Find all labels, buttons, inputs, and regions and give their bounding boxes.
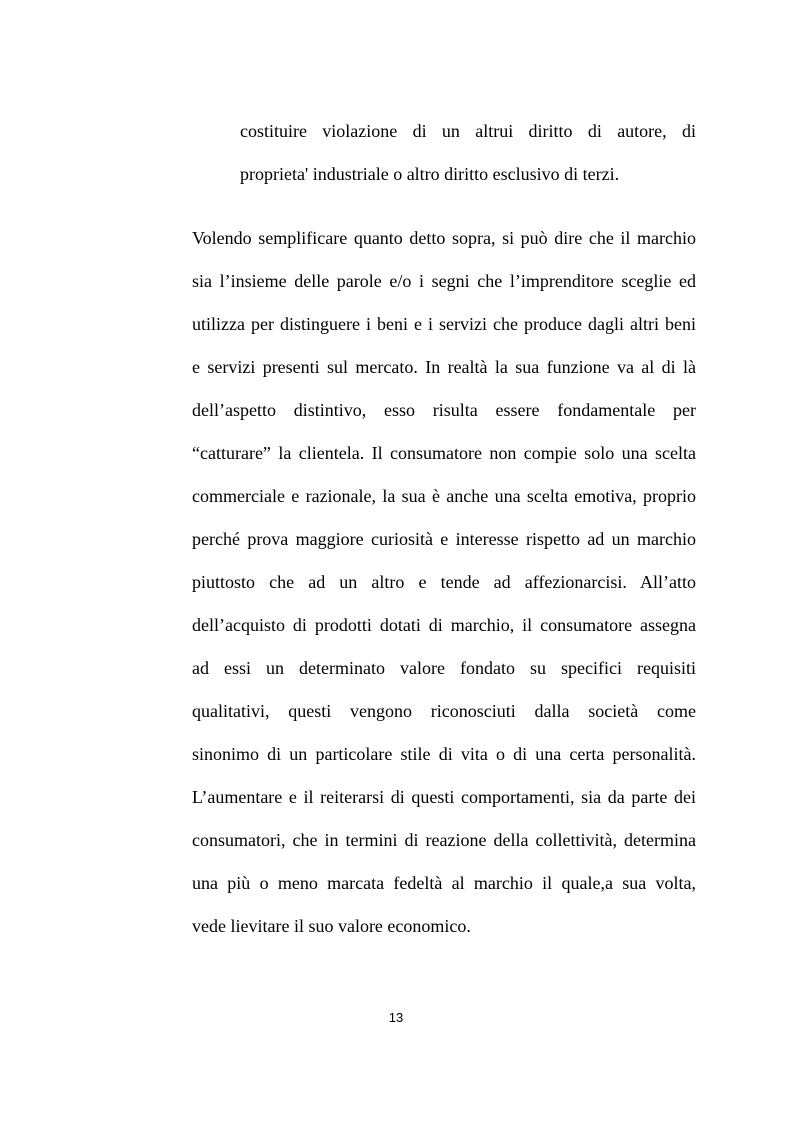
paragraph-line: ad essi un determinato valore fondato su specifici requisiti: [192, 658, 696, 678]
paragraph-line: consumatori, che in termini di reazione della collettività, determina: [192, 830, 696, 850]
paragraph-line: commerciale e razionale, la sua è anche una scelta emotiva, proprio: [192, 486, 696, 506]
quote-line: proprieta' industriale o altro diritto esclusivo di terzi.: [240, 164, 620, 184]
paragraph-line: utilizza per distinguere i beni e i servizi che produce dagli altri beni: [192, 314, 696, 334]
paragraph-line: una più o meno marcata fedeltà al marchio il quale,a sua volta,: [192, 873, 696, 893]
paragraph-line: dell’aspetto distintivo, esso risulta essere fondamentale per: [192, 400, 696, 420]
paragraph-line: Volendo semplificare quanto detto sopra, si può dire che il marchio: [192, 228, 696, 248]
page-number: 13: [388, 1010, 404, 1025]
paragraph-line: e servizi presenti sul mercato. In realtà la sua funzione va al di là: [192, 357, 696, 377]
paragraph-line: vede lievitare il suo valore economico.: [192, 916, 471, 936]
paragraph-line: sinonimo di un particolare stile di vita o di una certa personalità.: [192, 744, 696, 764]
quote-line: costituire violazione di un altrui diritto di autore, di: [240, 121, 696, 141]
paragraph-line: piuttosto che ad un altro e tende ad affezionarcisi. All’atto: [192, 572, 696, 592]
paragraph-line: perché prova maggiore curiosità e interesse rispetto ad un marchio: [192, 529, 696, 549]
paragraph-line: qualitativi, questi vengono riconosciuti dalla società come: [192, 701, 696, 721]
paragraph-line: “catturare” la clientela. Il consumatore non compie solo una scelta: [192, 443, 696, 463]
paragraph-line: dell’acquisto di prodotti dotati di marchio, il consumatore assegna: [192, 615, 696, 635]
paragraph-line: sia l’insieme delle parole e/o i segni che l’imprenditore sceglie ed: [192, 271, 696, 291]
paragraph-line: L’aumentare e il reiterarsi di questi comportamenti, sia da parte dei: [192, 787, 696, 807]
